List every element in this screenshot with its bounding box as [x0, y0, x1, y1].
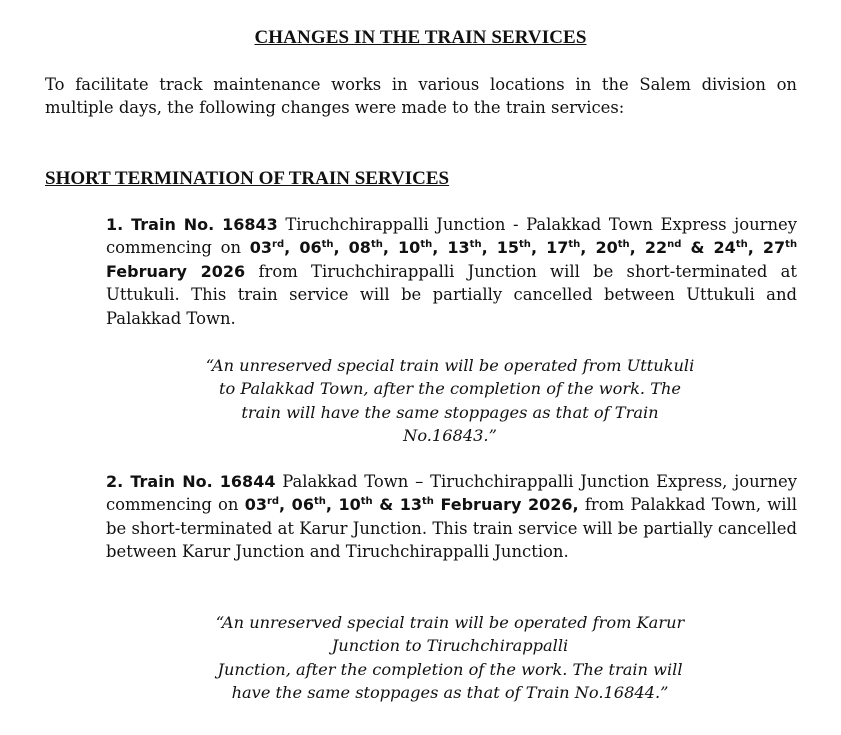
note-line: “An unreserved special train will be operated from Karur	[215, 613, 685, 632]
note-line: train will have the same stoppages as that of Train	[241, 402, 659, 422]
train-16843-details: from Tiruchchirappalli Junction will be short-terminated at Uttukuli. This train service will be partially cancelled between Uttukuli and Palakkad Town.	[106, 261, 797, 328]
train-16843-route: Tiruchchirappalli Junction - Palakkad Town Express journey commencing on	[106, 215, 797, 258]
train-16843-label: 1. Train No. 16843	[106, 215, 278, 234]
note-line: Junction to Tiruchchirappalli	[331, 636, 569, 656]
train-16844-label: 2. Train No. 16844	[106, 472, 276, 491]
train-16844-note	[140, 611, 760, 705]
note-line: “An unreserved special train will be operated from Uttukuli	[205, 356, 695, 375]
train-16844-route: Palakkad Town – Tiruchchirappalli Junction Express, journey commencing on	[106, 472, 797, 515]
intro-paragraph: To facilitate track maintenance works in various locations in the Salem division on multiple days, the following changes were made to the train services:	[45, 75, 797, 118]
note-line: Junction, after the completion of the work. The train will	[217, 659, 683, 679]
note-line: No.16843.”	[403, 426, 497, 446]
page-title: CHANGES IN THE TRAIN SERVICES	[254, 27, 587, 48]
train-16843-item	[106, 213, 797, 330]
train-16843-dates: 03rd, 06th, 08th, 10th, 13th, 15th, 17th, 20th, 22nd & 24th, 27th February 2026	[106, 238, 798, 281]
section-heading: SHORT TERMINATION OF TRAIN SERVICES	[45, 168, 450, 189]
train-16843-note	[140, 354, 760, 448]
note-line: have the same stoppages as that of Train No.16844.”	[231, 683, 669, 703]
train-16844-item	[106, 470, 797, 564]
note-line: to Palakkad Town, after the completion of the work. The	[219, 379, 681, 399]
train-16844-details: from Palakkad Town, will be short-terminated at Karur Junction. This train service will be partially cancelled between Karur Junction and Tiruchchirappalli Junction.	[106, 495, 797, 562]
train-16844-dates: 03rd, 06th, 10th & 13th February 2026,	[244, 495, 579, 515]
